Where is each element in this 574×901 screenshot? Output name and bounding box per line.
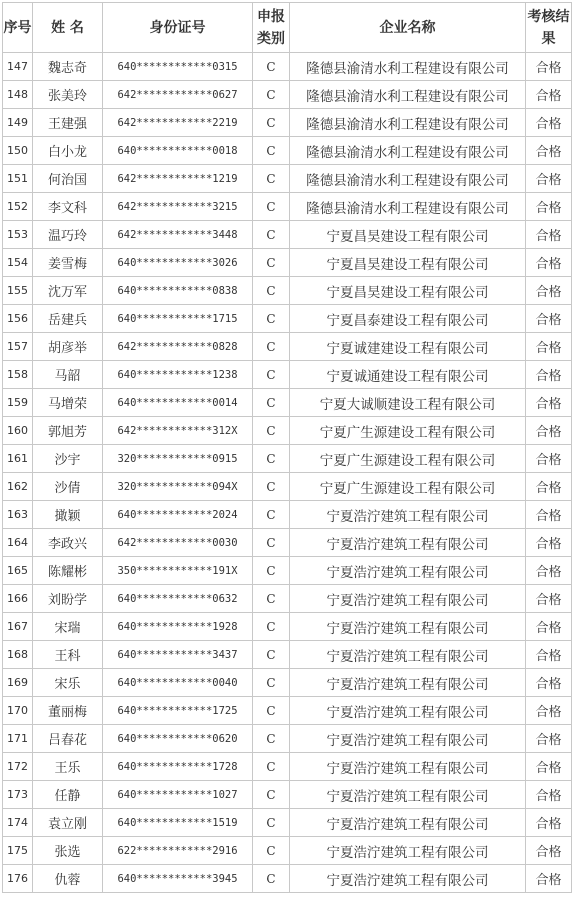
- header-result: 考核结果: [526, 3, 572, 53]
- cell-category: C: [253, 473, 290, 501]
- cell-index: 156: [3, 305, 33, 333]
- cell-index: 159: [3, 389, 33, 417]
- cell-company: 宁夏浩泞建筑工程有限公司: [290, 697, 526, 725]
- cell-name: 袁立刚: [33, 809, 103, 837]
- cell-category: C: [253, 221, 290, 249]
- table-row: [3, 417, 572, 445]
- cell-result: 合格: [526, 529, 572, 557]
- table-row: [3, 725, 572, 753]
- cell-index: 175: [3, 837, 33, 865]
- cell-company: 宁夏诚通建设工程有限公司: [290, 361, 526, 389]
- cell-name: 沈万军: [33, 277, 103, 305]
- cell-company: 宁夏浩泞建筑工程有限公司: [290, 669, 526, 697]
- cell-category: C: [253, 585, 290, 613]
- cell-category: C: [253, 809, 290, 837]
- table-row: [3, 613, 572, 641]
- table-row: [3, 837, 572, 865]
- cell-category: C: [253, 249, 290, 277]
- cell-company: 宁夏大诚顺建设工程有限公司: [290, 389, 526, 417]
- cell-company: 隆德县渝清水利工程建设有限公司: [290, 81, 526, 109]
- cell-index: 168: [3, 641, 33, 669]
- cell-index: 148: [3, 81, 33, 109]
- cell-category: C: [253, 137, 290, 165]
- cell-id-card: 642************0828: [103, 333, 253, 361]
- table-row: [3, 53, 572, 81]
- cell-company: 宁夏昌昊建设工程有限公司: [290, 221, 526, 249]
- cell-category: C: [253, 865, 290, 893]
- cell-index: 170: [3, 697, 33, 725]
- cell-company: 宁夏广生源建设工程有限公司: [290, 445, 526, 473]
- cell-company: 宁夏浩泞建筑工程有限公司: [290, 865, 526, 893]
- cell-index: 149: [3, 109, 33, 137]
- table-row: [3, 781, 572, 809]
- table-row: [3, 865, 572, 893]
- cell-index: 153: [3, 221, 33, 249]
- cell-name: 马韶: [33, 361, 103, 389]
- cell-category: C: [253, 837, 290, 865]
- cell-category: C: [253, 165, 290, 193]
- cell-id-card: 640************0620: [103, 725, 253, 753]
- table-body: [3, 53, 572, 893]
- cell-index: 165: [3, 557, 33, 585]
- cell-id-card: 640************1725: [103, 697, 253, 725]
- cell-id-card: 640************3945: [103, 865, 253, 893]
- table-row: [3, 753, 572, 781]
- header-id-card: 身份证号: [103, 3, 253, 53]
- results-table: [2, 2, 572, 893]
- cell-result: 合格: [526, 809, 572, 837]
- cell-category: C: [253, 529, 290, 557]
- cell-category: C: [253, 81, 290, 109]
- cell-result: 合格: [526, 137, 572, 165]
- header-category: 申报类别: [253, 3, 290, 53]
- cell-company: 隆德县渝清水利工程建设有限公司: [290, 109, 526, 137]
- table-row: [3, 249, 572, 277]
- cell-index: 152: [3, 193, 33, 221]
- cell-result: 合格: [526, 865, 572, 893]
- table-row: [3, 585, 572, 613]
- table-row: [3, 641, 572, 669]
- cell-name: 魏志奇: [33, 53, 103, 81]
- cell-result: 合格: [526, 501, 572, 529]
- cell-company: 宁夏浩泞建筑工程有限公司: [290, 529, 526, 557]
- cell-index: 166: [3, 585, 33, 613]
- cell-company: 宁夏昌昊建设工程有限公司: [290, 277, 526, 305]
- table-row: [3, 109, 572, 137]
- header-name: 姓 名: [33, 3, 103, 53]
- cell-index: 161: [3, 445, 33, 473]
- cell-name: 宋瑞: [33, 613, 103, 641]
- cell-name: 陈耀彬: [33, 557, 103, 585]
- cell-id-card: 642************3448: [103, 221, 253, 249]
- cell-name: 沙宇: [33, 445, 103, 473]
- cell-result: 合格: [526, 613, 572, 641]
- cell-category: C: [253, 277, 290, 305]
- header-row: [3, 3, 572, 53]
- cell-id-card: 640************1715: [103, 305, 253, 333]
- cell-id-card: 622************2916: [103, 837, 253, 865]
- cell-company: 隆德县渝清水利工程建设有限公司: [290, 137, 526, 165]
- cell-result: 合格: [526, 249, 572, 277]
- cell-category: C: [253, 501, 290, 529]
- cell-result: 合格: [526, 417, 572, 445]
- cell-id-card: 642************3215: [103, 193, 253, 221]
- cell-category: C: [253, 669, 290, 697]
- table-row: [3, 445, 572, 473]
- cell-category: C: [253, 417, 290, 445]
- cell-category: C: [253, 697, 290, 725]
- cell-id-card: 642************0627: [103, 81, 253, 109]
- cell-name: 宋乐: [33, 669, 103, 697]
- cell-name: 李政兴: [33, 529, 103, 557]
- cell-company: 宁夏诚建建设工程有限公司: [290, 333, 526, 361]
- cell-category: C: [253, 193, 290, 221]
- cell-id-card: 640************1928: [103, 613, 253, 641]
- cell-category: C: [253, 781, 290, 809]
- cell-name: 胡彦举: [33, 333, 103, 361]
- cell-result: 合格: [526, 473, 572, 501]
- cell-result: 合格: [526, 781, 572, 809]
- cell-result: 合格: [526, 361, 572, 389]
- cell-name: 撖颖: [33, 501, 103, 529]
- cell-category: C: [253, 557, 290, 585]
- cell-id-card: 640************1519: [103, 809, 253, 837]
- cell-result: 合格: [526, 165, 572, 193]
- table-row: [3, 137, 572, 165]
- cell-index: 147: [3, 53, 33, 81]
- cell-name: 温巧玲: [33, 221, 103, 249]
- cell-index: 157: [3, 333, 33, 361]
- cell-id-card: 640************1728: [103, 753, 253, 781]
- cell-company: 宁夏浩泞建筑工程有限公司: [290, 557, 526, 585]
- table-row: [3, 389, 572, 417]
- cell-name: 姜雪梅: [33, 249, 103, 277]
- cell-id-card: 320************094X: [103, 473, 253, 501]
- table-row: [3, 361, 572, 389]
- cell-index: 176: [3, 865, 33, 893]
- cell-id-card: 640************0315: [103, 53, 253, 81]
- table-row: [3, 669, 572, 697]
- cell-result: 合格: [526, 697, 572, 725]
- cell-result: 合格: [526, 585, 572, 613]
- table-row: [3, 305, 572, 333]
- cell-index: 167: [3, 613, 33, 641]
- cell-name: 岳建兵: [33, 305, 103, 333]
- table-row: [3, 697, 572, 725]
- table-row: [3, 221, 572, 249]
- cell-company: 宁夏浩泞建筑工程有限公司: [290, 501, 526, 529]
- cell-name: 王乐: [33, 753, 103, 781]
- cell-id-card: 350************191X: [103, 557, 253, 585]
- cell-id-card: 640************0014: [103, 389, 253, 417]
- cell-company: 宁夏浩泞建筑工程有限公司: [290, 585, 526, 613]
- cell-index: 158: [3, 361, 33, 389]
- cell-index: 172: [3, 753, 33, 781]
- cell-name: 王建强: [33, 109, 103, 137]
- table-row: [3, 81, 572, 109]
- cell-category: C: [253, 445, 290, 473]
- cell-index: 163: [3, 501, 33, 529]
- cell-index: 173: [3, 781, 33, 809]
- table-row: [3, 809, 572, 837]
- cell-name: 王科: [33, 641, 103, 669]
- cell-result: 合格: [526, 109, 572, 137]
- cell-id-card: 640************0040: [103, 669, 253, 697]
- cell-result: 合格: [526, 753, 572, 781]
- cell-category: C: [253, 305, 290, 333]
- cell-result: 合格: [526, 221, 572, 249]
- cell-id-card: 642************312X: [103, 417, 253, 445]
- cell-index: 174: [3, 809, 33, 837]
- cell-id-card: 640************0632: [103, 585, 253, 613]
- cell-name: 沙倩: [33, 473, 103, 501]
- cell-company: 隆德县渝清水利工程建设有限公司: [290, 193, 526, 221]
- cell-result: 合格: [526, 557, 572, 585]
- cell-id-card: 642************2219: [103, 109, 253, 137]
- cell-company: 宁夏广生源建设工程有限公司: [290, 417, 526, 445]
- cell-result: 合格: [526, 641, 572, 669]
- cell-company: 宁夏浩泞建筑工程有限公司: [290, 613, 526, 641]
- cell-index: 155: [3, 277, 33, 305]
- table-row: [3, 165, 572, 193]
- cell-name: 张选: [33, 837, 103, 865]
- cell-id-card: 640************0018: [103, 137, 253, 165]
- cell-category: C: [253, 753, 290, 781]
- cell-result: 合格: [526, 277, 572, 305]
- cell-category: C: [253, 333, 290, 361]
- cell-company: 宁夏浩泞建筑工程有限公司: [290, 725, 526, 753]
- cell-id-card: 640************1238: [103, 361, 253, 389]
- cell-name: 吕春花: [33, 725, 103, 753]
- cell-result: 合格: [526, 81, 572, 109]
- cell-category: C: [253, 641, 290, 669]
- cell-id-card: 640************3026: [103, 249, 253, 277]
- table-row: [3, 193, 572, 221]
- cell-index: 171: [3, 725, 33, 753]
- cell-company: 宁夏浩泞建筑工程有限公司: [290, 753, 526, 781]
- cell-result: 合格: [526, 193, 572, 221]
- header-company: 企业名称: [290, 3, 526, 53]
- cell-result: 合格: [526, 305, 572, 333]
- cell-category: C: [253, 725, 290, 753]
- cell-id-card: 640************3437: [103, 641, 253, 669]
- cell-category: C: [253, 613, 290, 641]
- cell-result: 合格: [526, 669, 572, 697]
- cell-company: 宁夏浩泞建筑工程有限公司: [290, 837, 526, 865]
- cell-name: 刘盼学: [33, 585, 103, 613]
- cell-name: 任静: [33, 781, 103, 809]
- cell-name: 何治国: [33, 165, 103, 193]
- cell-index: 151: [3, 165, 33, 193]
- table-row: [3, 501, 572, 529]
- cell-category: C: [253, 53, 290, 81]
- cell-id-card: 640************2024: [103, 501, 253, 529]
- cell-company: 隆德县渝清水利工程建设有限公司: [290, 53, 526, 81]
- cell-name: 白小龙: [33, 137, 103, 165]
- cell-index: 164: [3, 529, 33, 557]
- cell-category: C: [253, 361, 290, 389]
- cell-company: 宁夏浩泞建筑工程有限公司: [290, 809, 526, 837]
- cell-name: 董丽梅: [33, 697, 103, 725]
- cell-name: 郭旭芳: [33, 417, 103, 445]
- cell-company: 隆德县渝清水利工程建设有限公司: [290, 165, 526, 193]
- table-row: [3, 333, 572, 361]
- cell-name: 李文科: [33, 193, 103, 221]
- cell-index: 150: [3, 137, 33, 165]
- cell-result: 合格: [526, 445, 572, 473]
- cell-id-card: 640************1027: [103, 781, 253, 809]
- header-index: 序号: [3, 3, 33, 53]
- cell-category: C: [253, 109, 290, 137]
- cell-result: 合格: [526, 53, 572, 81]
- cell-index: 162: [3, 473, 33, 501]
- table-row: [3, 277, 572, 305]
- cell-index: 160: [3, 417, 33, 445]
- cell-id-card: 320************0915: [103, 445, 253, 473]
- cell-id-card: 642************0030: [103, 529, 253, 557]
- cell-index: 169: [3, 669, 33, 697]
- table-row: [3, 557, 572, 585]
- cell-company: 宁夏浩泞建筑工程有限公司: [290, 641, 526, 669]
- cell-name: 马增荣: [33, 389, 103, 417]
- cell-result: 合格: [526, 725, 572, 753]
- cell-result: 合格: [526, 333, 572, 361]
- cell-id-card: 640************0838: [103, 277, 253, 305]
- cell-company: 宁夏浩泞建筑工程有限公司: [290, 781, 526, 809]
- cell-company: 宁夏广生源建设工程有限公司: [290, 473, 526, 501]
- cell-name: 张美玲: [33, 81, 103, 109]
- cell-company: 宁夏昌泰建设工程有限公司: [290, 305, 526, 333]
- cell-index: 154: [3, 249, 33, 277]
- table-row: [3, 529, 572, 557]
- cell-name: 仇蓉: [33, 865, 103, 893]
- table-row: [3, 473, 572, 501]
- cell-id-card: 642************1219: [103, 165, 253, 193]
- cell-result: 合格: [526, 837, 572, 865]
- cell-company: 宁夏昌昊建设工程有限公司: [290, 249, 526, 277]
- cell-result: 合格: [526, 389, 572, 417]
- cell-category: C: [253, 389, 290, 417]
